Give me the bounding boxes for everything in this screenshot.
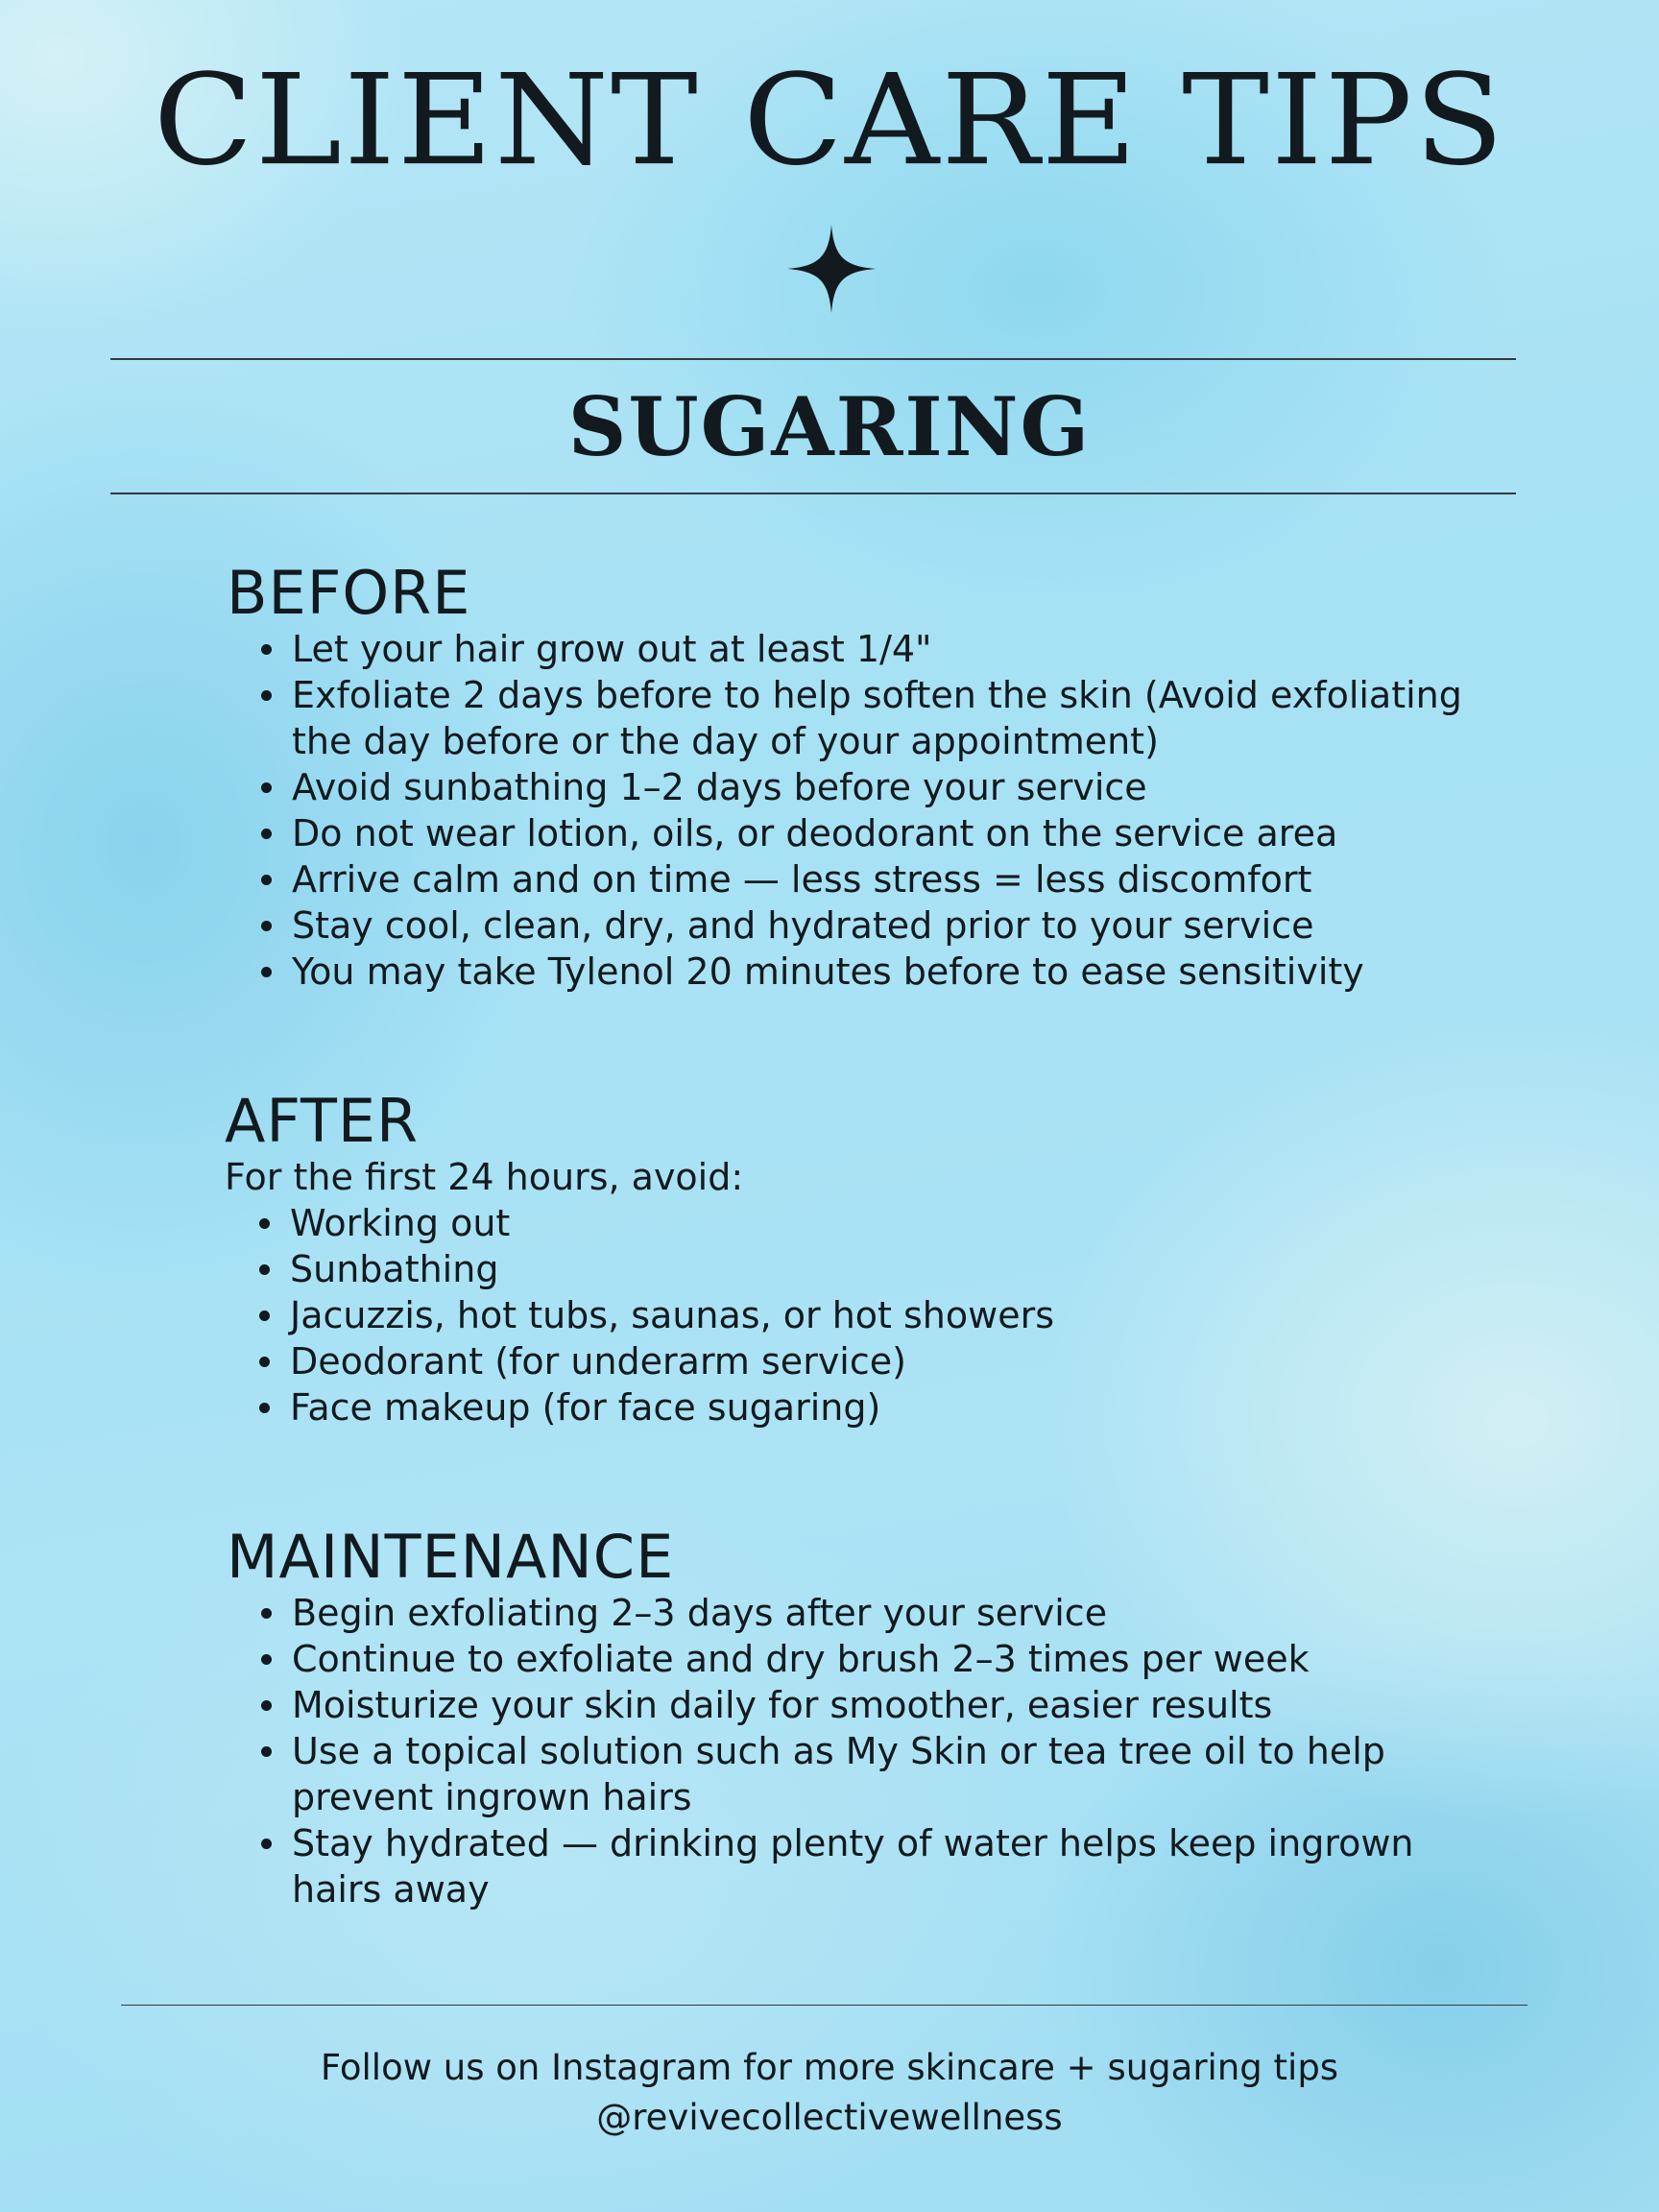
list-item: Let your hair grow out at least 1/4" [292,626,1494,672]
list-item: Begin exfoliating 2–3 days after your service [292,1590,1494,1636]
list-item: Avoid sunbathing 1–2 days before your service [292,764,1494,810]
divider-footer [121,2005,1527,2006]
divider-top [110,358,1516,360]
instagram-handle[interactable]: @revivecollectivewellness [596,2097,1063,2138]
list-item: Continue to exfoliate and dry brush 2–3 times per week [292,1636,1494,1682]
list-item: Jacuzzis, hot tubs, saunas, or hot showers [290,1292,1492,1338]
list-item: Working out [290,1200,1492,1246]
after-intro: For the first 24 hours, avoid: [225,1156,744,1199]
divider-subtitle [110,493,1516,494]
list-item: Moisturize your skin daily for smoother, easier results [292,1682,1494,1728]
page-subtitle: SUGARING [567,379,1092,474]
after-section [225,1086,1492,1431]
footer [0,2043,1659,2143]
after-list [225,1200,1492,1431]
footer-cta: Follow us on Instagram for more skincare + sugaring tips [320,2047,1339,2088]
list-item: You may take Tylenol 20 minutes before to ease sensitivity [292,949,1494,995]
before-list [227,626,1494,995]
list-item: Arrive calm and on time — less stress = less discomfort [292,856,1494,902]
maintenance-heading: MAINTENANCE [227,1522,675,1592]
list-item: Use a topical solution such as My Skin or tea tree oil to help prevent ingrown hairs [292,1728,1494,1820]
before-section [227,558,1494,995]
list-item: Face makeup (for face sugaring) [290,1384,1492,1431]
after-heading: AFTER [225,1086,420,1156]
list-item: Exfoliate 2 days before to help soften the skin (Avoid exfoliating the day before or the day of your appointment) [292,672,1494,764]
list-item: Do not wear lotion, oils, or deodorant on the service area [292,810,1494,856]
four-point-star-icon [787,225,876,313]
list-item: Sunbathing [290,1246,1492,1292]
list-item: Stay cool, clean, dry, and hydrated prior to your service [292,902,1494,949]
before-heading: BEFORE [227,558,471,628]
list-item: Deodorant (for underarm service) [290,1338,1492,1384]
maintenance-section [227,1522,1494,1912]
list-item: Stay hydrated — drinking plenty of water helps keep ingrown hairs away [292,1820,1494,1912]
maintenance-list [227,1590,1494,1912]
page-title: CLIENT CARE TIPS [153,48,1506,194]
